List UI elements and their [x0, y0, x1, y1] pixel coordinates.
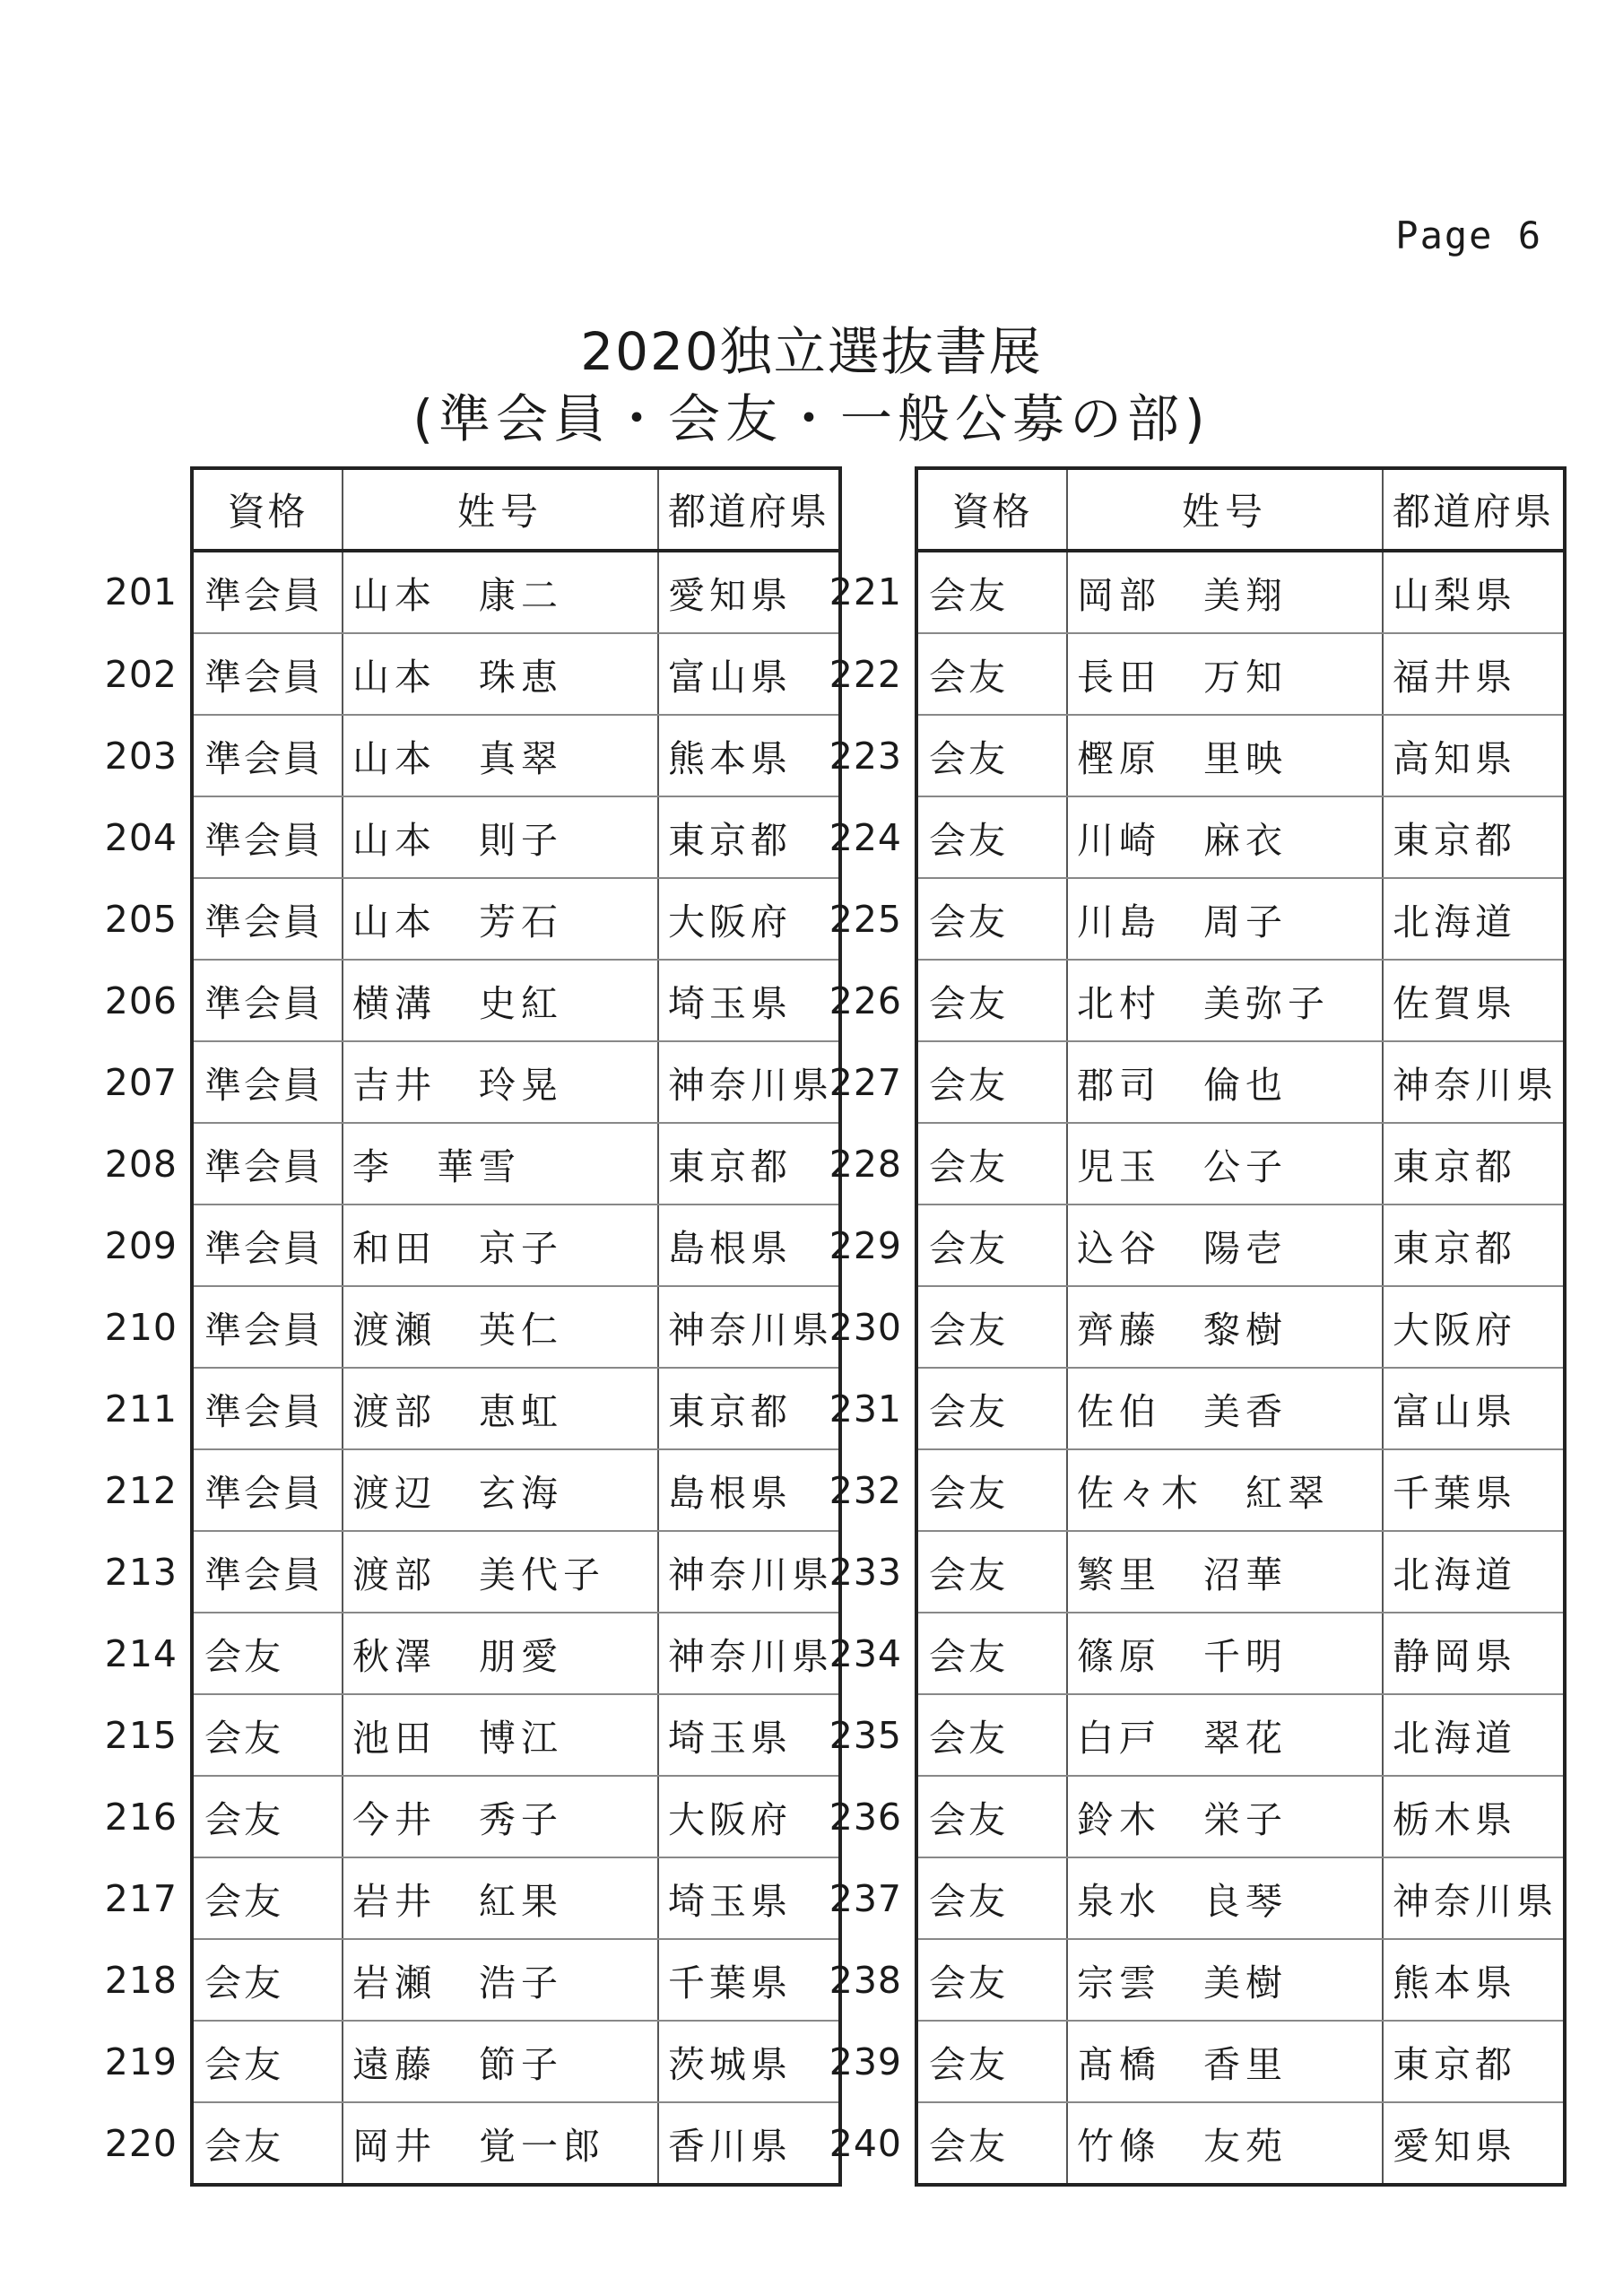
name-cell: 齊藤 黎樹 — [1067, 1286, 1383, 1368]
entry-number: 232 — [829, 1468, 902, 1512]
entry-number: 228 — [829, 1142, 902, 1186]
prefecture-cell: 福井県 — [1383, 633, 1565, 715]
qualification-cell: 準会員 — [192, 633, 343, 715]
table-row — [787, 715, 1565, 796]
table-row — [787, 1694, 1565, 1776]
qualification-cell: 会友 — [192, 1939, 343, 2021]
table-row — [63, 1205, 840, 1286]
name-cell: 髙橋 香里 — [1067, 2021, 1383, 2102]
table-row — [787, 1857, 1565, 1939]
prefecture-cell: 北海道 — [1383, 1531, 1565, 1613]
name-cell: 横溝 史紅 — [343, 960, 658, 1041]
table-row — [63, 878, 840, 960]
name-header: 姓号 — [1067, 468, 1383, 551]
qualification-cell: 準会員 — [192, 796, 343, 878]
name-cell: 池田 博江 — [343, 1694, 658, 1776]
prefecture-cell: 静岡県 — [1383, 1613, 1565, 1694]
qualification-cell: 会友 — [916, 1286, 1067, 1368]
qualification-cell: 準会員 — [192, 551, 343, 633]
prefecture-cell: 熊本県 — [658, 715, 840, 796]
table-row — [63, 1776, 840, 1857]
qualification-cell: 会友 — [192, 1613, 343, 1694]
name-cell: 北村 美弥子 — [1067, 960, 1383, 1041]
name-cell: 李 華雪 — [343, 1123, 658, 1205]
table-row — [63, 1613, 840, 1694]
table-row — [63, 2102, 840, 2185]
name-cell: 樫原 里映 — [1067, 715, 1383, 796]
prefecture-cell: 千葉県 — [658, 1939, 840, 2021]
entry-number: 207 — [104, 1060, 178, 1104]
qualification-cell: 会友 — [916, 1613, 1067, 1694]
entry-number: 215 — [104, 1713, 178, 1757]
entry-number: 201 — [104, 570, 178, 613]
table-row — [787, 1449, 1565, 1531]
page-number: Page 6 — [1395, 213, 1542, 257]
name-cell: 佐々木 紅翠 — [1067, 1449, 1383, 1531]
entry-number: 213 — [104, 1550, 178, 1594]
roster-table-right — [787, 466, 1567, 2187]
prefecture-cell: 茨城県 — [658, 2021, 840, 2102]
table-row — [787, 960, 1565, 1041]
table-row — [63, 1123, 840, 1205]
qualification-cell: 準会員 — [192, 1123, 343, 1205]
prefecture-cell: 富山県 — [1383, 1368, 1565, 1449]
table-row — [63, 2021, 840, 2102]
qualification-cell: 会友 — [916, 1205, 1067, 1286]
name-cell: 和田 京子 — [343, 1205, 658, 1286]
name-cell: 川島 周子 — [1067, 878, 1383, 960]
qualification-cell: 準会員 — [192, 715, 343, 796]
table-row — [63, 1531, 840, 1613]
prefecture-cell: 埼玉県 — [658, 1857, 840, 1939]
table-row — [787, 1286, 1565, 1368]
entry-number: 205 — [104, 897, 178, 941]
name-cell: 宗雲 美樹 — [1067, 1939, 1383, 2021]
qualification-cell: 会友 — [916, 1939, 1067, 2021]
table-row — [787, 1613, 1565, 1694]
qualification-cell: 会友 — [916, 2021, 1067, 2102]
table-row — [787, 1205, 1565, 1286]
name-header: 姓号 — [343, 468, 658, 551]
prefecture-cell: 島根県 — [658, 1449, 840, 1531]
table-row — [787, 1939, 1565, 2021]
qualification-cell: 会友 — [916, 1531, 1067, 1613]
entry-number: 218 — [104, 1958, 178, 2002]
name-cell: 吉井 玲晃 — [343, 1041, 658, 1123]
name-cell: 渡辺 玄海 — [343, 1449, 658, 1531]
table-row — [63, 633, 840, 715]
qualification-cell: 会友 — [916, 1694, 1067, 1776]
table-row — [787, 796, 1565, 878]
entry-number: 203 — [104, 734, 178, 778]
table-header-row — [787, 468, 1565, 551]
table-row — [787, 1041, 1565, 1123]
qualification-cell: 会友 — [916, 2102, 1067, 2185]
prefecture-cell: 千葉県 — [1383, 1449, 1565, 1531]
prefecture-cell: 神奈川県 — [658, 1041, 840, 1123]
entry-number: 210 — [104, 1305, 178, 1349]
qualification-cell: 準会員 — [192, 1368, 343, 1449]
table-row — [63, 1857, 840, 1939]
name-cell: 岡井 覚一郎 — [343, 2102, 658, 2185]
entry-number: 231 — [829, 1387, 902, 1431]
prefecture-cell: 佐賀県 — [1383, 960, 1565, 1041]
prefecture-cell: 高知県 — [1383, 715, 1565, 796]
entry-number: 222 — [829, 652, 902, 696]
name-cell: 山本 真翠 — [343, 715, 658, 796]
entry-number: 202 — [104, 652, 178, 696]
entry-number: 229 — [829, 1223, 902, 1267]
name-cell: 児玉 公子 — [1067, 1123, 1383, 1205]
roster-table-left — [63, 466, 842, 2187]
table-row — [787, 2102, 1565, 2185]
qualification-cell: 会友 — [916, 1857, 1067, 1939]
table-row — [787, 633, 1565, 715]
entry-number: 224 — [829, 815, 902, 859]
prefecture-cell: 北海道 — [1383, 878, 1565, 960]
qualification-cell: 会友 — [916, 1123, 1067, 1205]
name-cell: 込谷 陽壱 — [1067, 1205, 1383, 1286]
entry-number: 227 — [829, 1060, 902, 1104]
table-row — [63, 1694, 840, 1776]
prefecture-cell: 東京都 — [658, 1123, 840, 1205]
prefecture-cell: 埼玉県 — [658, 1694, 840, 1776]
prefecture-cell: 富山県 — [658, 633, 840, 715]
qualification-cell: 会友 — [916, 1449, 1067, 1531]
table-row — [787, 1368, 1565, 1449]
prefecture-cell: 島根県 — [658, 1205, 840, 1286]
name-cell: 鈴木 栄子 — [1067, 1776, 1383, 1857]
qualification-cell: 準会員 — [192, 1205, 343, 1286]
name-cell: 竹條 友苑 — [1067, 2102, 1383, 2185]
entry-number: 209 — [104, 1223, 178, 1267]
prefecture-header: 都道府県 — [658, 468, 840, 551]
table-row — [787, 2021, 1565, 2102]
name-cell: 川崎 麻衣 — [1067, 796, 1383, 878]
table-row — [787, 878, 1565, 960]
qualification-cell: 会友 — [192, 1857, 343, 1939]
table-header-row — [63, 468, 840, 551]
entry-number: 211 — [104, 1387, 178, 1431]
name-cell: 白戸 翠花 — [1067, 1694, 1383, 1776]
prefecture-cell: 熊本県 — [1383, 1939, 1565, 2021]
qualification-cell: 会友 — [916, 796, 1067, 878]
prefecture-cell: 東京都 — [658, 796, 840, 878]
qualification-cell: 会友 — [916, 1041, 1067, 1123]
number-header — [787, 468, 916, 551]
qualification-header: 資格 — [916, 468, 1067, 551]
name-cell: 岩井 紅果 — [343, 1857, 658, 1939]
entry-number: 226 — [829, 978, 902, 1022]
prefecture-cell: 北海道 — [1383, 1694, 1565, 1776]
entry-number: 223 — [829, 734, 902, 778]
qualification-header: 資格 — [192, 468, 343, 551]
qualification-cell: 準会員 — [192, 878, 343, 960]
entry-number: 233 — [829, 1550, 902, 1594]
name-cell: 遠藤 節子 — [343, 2021, 658, 2102]
entry-number: 234 — [829, 1631, 902, 1675]
entry-number: 208 — [104, 1142, 178, 1186]
name-cell: 長田 万知 — [1067, 633, 1383, 715]
table-row — [63, 1286, 840, 1368]
qualification-cell: 準会員 — [192, 1449, 343, 1531]
qualification-cell: 会友 — [192, 2102, 343, 2185]
table-row — [63, 1041, 840, 1123]
entry-number: 220 — [104, 2122, 178, 2165]
prefecture-cell: 愛知県 — [658, 551, 840, 633]
table-row — [63, 1368, 840, 1449]
document-subtitle: (準会員・会友・一般公募の部) — [412, 388, 1211, 449]
qualification-cell: 準会員 — [192, 1041, 343, 1123]
prefecture-cell: 香川県 — [658, 2102, 840, 2185]
qualification-cell: 会友 — [192, 1776, 343, 1857]
table-row — [63, 1449, 840, 1531]
prefecture-header: 都道府県 — [1383, 468, 1565, 551]
table-row — [63, 551, 840, 633]
prefecture-cell: 愛知県 — [1383, 2102, 1565, 2185]
prefecture-cell: 栃木県 — [1383, 1776, 1565, 1857]
name-cell: 今井 秀子 — [343, 1776, 658, 1857]
table-row — [63, 796, 840, 878]
qualification-cell: 準会員 — [192, 1531, 343, 1613]
prefecture-cell: 山梨県 — [1383, 551, 1565, 633]
name-cell: 山本 芳石 — [343, 878, 658, 960]
prefecture-cell: 東京都 — [1383, 796, 1565, 878]
prefecture-cell: 大阪府 — [1383, 1286, 1565, 1368]
entry-number: 239 — [829, 2039, 902, 2083]
qualification-cell: 準会員 — [192, 1286, 343, 1368]
prefecture-cell: 神奈川県 — [658, 1531, 840, 1613]
name-cell: 泉水 良琴 — [1067, 1857, 1383, 1939]
name-cell: 渡部 恵虹 — [343, 1368, 658, 1449]
name-cell: 山本 康二 — [343, 551, 658, 633]
prefecture-cell: 神奈川県 — [658, 1613, 840, 1694]
qualification-cell: 会友 — [916, 1776, 1067, 1857]
entry-number: 236 — [829, 1795, 902, 1839]
name-cell: 渡部 美代子 — [343, 1531, 658, 1613]
table-row — [787, 1123, 1565, 1205]
entry-number: 235 — [829, 1713, 902, 1757]
name-cell: 山本 珠恵 — [343, 633, 658, 715]
table-row — [63, 960, 840, 1041]
qualification-cell: 会友 — [916, 960, 1067, 1041]
qualification-cell: 会友 — [192, 2021, 343, 2102]
name-cell: 山本 則子 — [343, 796, 658, 878]
qualification-cell: 会友 — [192, 1694, 343, 1776]
entry-number: 212 — [104, 1468, 178, 1512]
prefecture-cell: 神奈川県 — [658, 1286, 840, 1368]
name-cell: 岡部 美翔 — [1067, 551, 1383, 633]
prefecture-cell: 東京都 — [1383, 2021, 1565, 2102]
table-row — [787, 1531, 1565, 1613]
table-row — [63, 715, 840, 796]
name-cell: 佐伯 美香 — [1067, 1368, 1383, 1449]
prefecture-cell: 神奈川県 — [1383, 1857, 1565, 1939]
name-cell: 篠原 千明 — [1067, 1613, 1383, 1694]
name-cell: 渡瀬 英仁 — [343, 1286, 658, 1368]
qualification-cell: 会友 — [916, 633, 1067, 715]
entry-number: 240 — [829, 2122, 902, 2165]
entry-number: 225 — [829, 897, 902, 941]
table-row — [63, 1939, 840, 2021]
prefecture-cell: 東京都 — [1383, 1205, 1565, 1286]
entry-number: 204 — [104, 815, 178, 859]
document-title: 2020独立選抜書展 — [580, 321, 1043, 382]
name-cell: 岩瀬 浩子 — [343, 1939, 658, 2021]
prefecture-cell: 東京都 — [1383, 1123, 1565, 1205]
table-row — [787, 1776, 1565, 1857]
entry-number: 217 — [104, 1876, 178, 1920]
qualification-cell: 会友 — [916, 551, 1067, 633]
entry-number: 206 — [104, 978, 178, 1022]
prefecture-cell: 大阪府 — [658, 1776, 840, 1857]
name-cell: 郡司 倫也 — [1067, 1041, 1383, 1123]
entry-number: 214 — [104, 1631, 178, 1675]
entry-number: 238 — [829, 1958, 902, 2002]
prefecture-cell: 東京都 — [658, 1368, 840, 1449]
number-header — [63, 468, 192, 551]
prefecture-cell: 大阪府 — [658, 878, 840, 960]
table-row — [787, 551, 1565, 633]
entry-number: 216 — [104, 1795, 178, 1839]
prefecture-cell: 神奈川県 — [1383, 1041, 1565, 1123]
qualification-cell: 会友 — [916, 1368, 1067, 1449]
qualification-cell: 会友 — [916, 878, 1067, 960]
entry-number: 219 — [104, 2039, 178, 2083]
qualification-cell: 準会員 — [192, 960, 343, 1041]
entry-number: 230 — [829, 1305, 902, 1349]
entry-number: 221 — [829, 570, 902, 613]
name-cell: 秋澤 朋愛 — [343, 1613, 658, 1694]
entry-number: 237 — [829, 1876, 902, 1920]
prefecture-cell: 埼玉県 — [658, 960, 840, 1041]
qualification-cell: 会友 — [916, 715, 1067, 796]
name-cell: 繁里 沼華 — [1067, 1531, 1383, 1613]
